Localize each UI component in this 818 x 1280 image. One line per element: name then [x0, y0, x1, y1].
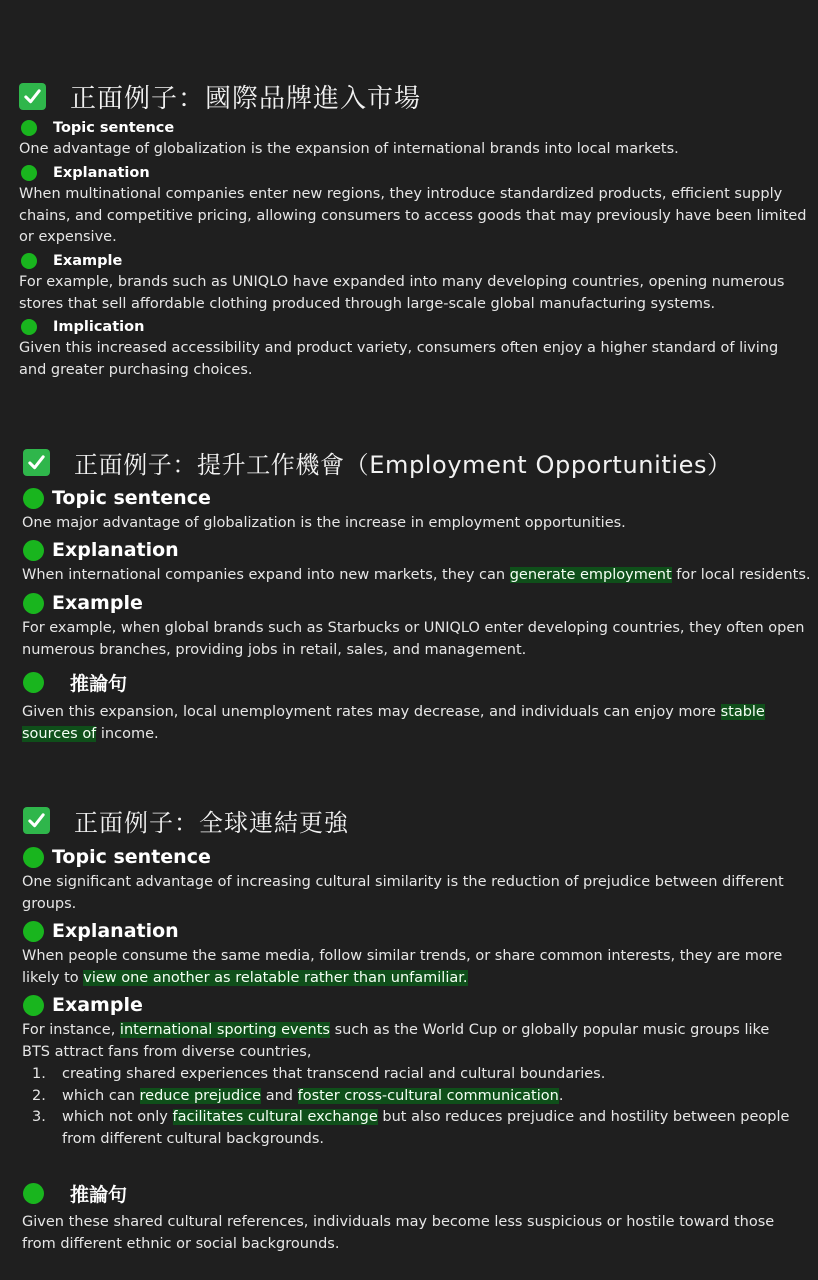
highlight: facilitates cultural exchange	[172, 1109, 378, 1125]
list-item: 1. creating shared experiences that transcend racial and cultural boundaries.	[32, 1066, 606, 1082]
paragraph: When international companies expand into new markets, they can generate employment for local residents.	[22, 567, 811, 583]
green-circle-icon	[23, 672, 44, 693]
label-topic-sentence: Topic sentence	[23, 486, 211, 510]
green-circle-icon	[23, 488, 44, 509]
check-box-icon	[19, 83, 46, 110]
highlight: reduce prejudice	[139, 1087, 262, 1104]
check-box-icon	[23, 449, 50, 476]
section-title: 正面例子：提升工作機會（Employment Opportunities）	[74, 451, 732, 479]
label-inference: 推論句	[23, 670, 127, 694]
paragraph: Given this expansion, local unemployment rates may decrease, and individuals can enjoy more stable sources of income.	[22, 704, 765, 742]
paragraph: One advantage of globalization is the expansion of international brands into local markets.	[19, 141, 679, 157]
label-example: Example	[23, 591, 143, 615]
section-title: 正面例子：全球連結更強	[74, 809, 349, 837]
section-heading	[23, 445, 732, 480]
section-title: 正面例子：國際品牌進入市場	[70, 84, 422, 114]
paragraph: When people consume the same media, follow similar trends, or share common interests, they are more likely to view one another as relatable rather than unfamiliar.	[22, 948, 783, 986]
green-circle-icon	[21, 319, 37, 335]
section-heading	[19, 78, 421, 115]
paragraph: Given these shared cultural references, individuals may become less suspicious or hostile toward those from different ethnic or social backgrounds.	[22, 1214, 775, 1252]
highlight: view one another as relatable rather than unfamiliar.	[83, 969, 468, 986]
paragraph: For example, brands such as UNIQLO have expanded into many developing countries, opening numerous stores that sell affordable clothing produced through large-scale global manufacturing systems.	[19, 274, 785, 312]
list-item: 3. which not only facilitates cultural exchange but also reduces prejudice and hostility between people from different cultural backgrounds.	[32, 1109, 790, 1147]
green-circle-icon	[21, 253, 37, 269]
paragraph: For instance, international sporting events such as the World Cup or globally popular music groups like BTS attract fans from diverse countries,	[22, 1022, 770, 1060]
paragraph: When multinational companies enter new regions, they introduce standardized products, efficient supply chains, and competitive pricing, allowing consumers to access goods that may previously have been limited or expensive.	[19, 186, 807, 245]
highlight: generate employment	[509, 567, 672, 583]
green-circle-icon	[23, 540, 44, 561]
label-example: Example	[19, 251, 122, 271]
highlight: stable sources of	[22, 704, 765, 742]
label-explanation: Explanation	[23, 538, 179, 562]
paragraph: For example, when global brands such as Starbucks or UNIQLO enter developing countries, they often open numerous branches, providing jobs in retail, sales, and management.	[22, 620, 805, 658]
label-example: Example	[23, 993, 143, 1017]
label-implication: Implication	[19, 317, 144, 337]
label-explanation: Explanation	[19, 163, 150, 183]
label-inference: 推論句	[23, 1181, 127, 1205]
label-topic-sentence: Topic sentence	[19, 118, 174, 138]
green-circle-icon	[21, 120, 37, 136]
paragraph: Given this increased accessibility and product variety, consumers often enjoy a higher standard of living and greater purchasing choices.	[19, 340, 779, 378]
green-circle-icon	[23, 1183, 44, 1204]
paragraph: One major advantage of globalization is the increase in employment opportunities.	[22, 515, 626, 531]
paragraph: One significant advantage of increasing cultural similarity is the reduction of prejudice between different groups.	[22, 874, 784, 912]
label-topic-sentence: Topic sentence	[23, 845, 211, 869]
check-box-icon	[23, 807, 50, 834]
label-explanation: Explanation	[23, 919, 179, 943]
highlight: international sporting events	[119, 1022, 330, 1038]
section-heading	[23, 803, 349, 838]
green-circle-icon	[23, 593, 44, 614]
numbered-list	[22, 1064, 792, 1150]
green-circle-icon	[23, 995, 44, 1016]
green-circle-icon	[23, 921, 44, 942]
highlight: foster cross-cultural communication	[297, 1087, 559, 1104]
green-circle-icon	[21, 165, 37, 181]
green-circle-icon	[23, 847, 44, 868]
list-item: 2. which can reduce prejudice and foster cross-cultural communication.	[32, 1087, 564, 1104]
